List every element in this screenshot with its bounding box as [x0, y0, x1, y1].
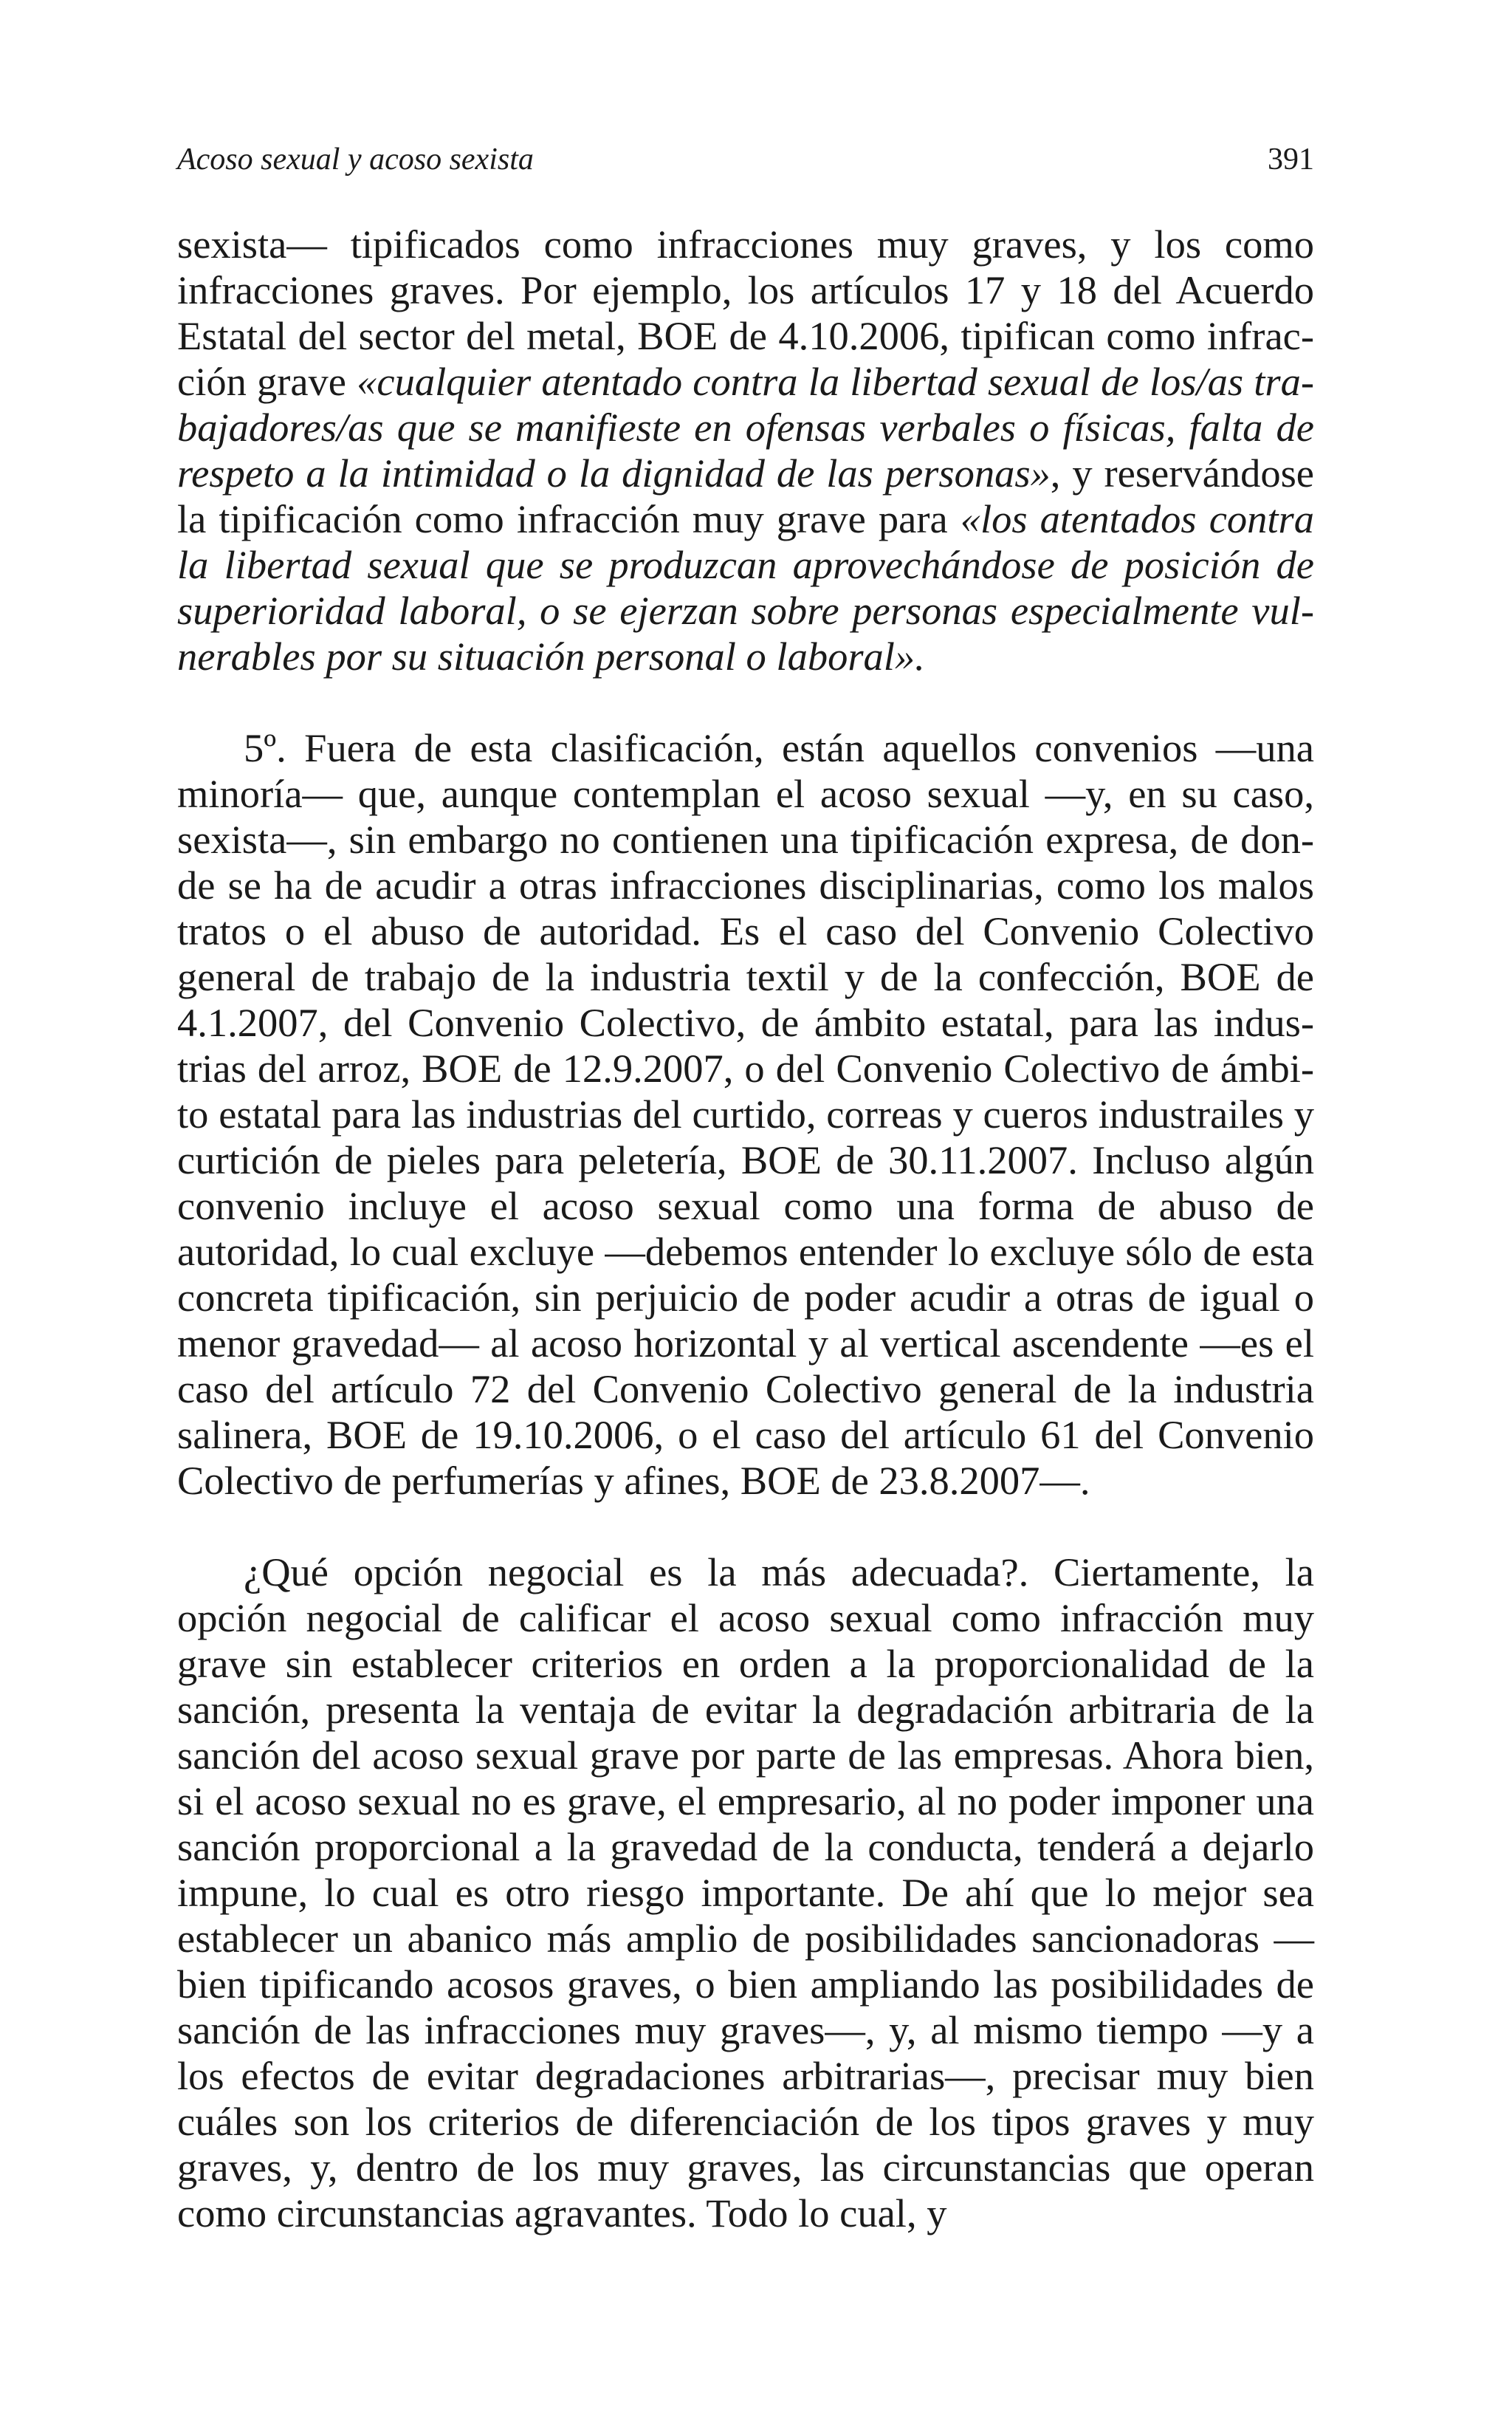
text-segment: 5º. Fuera de esta clasificación, están aquellos convenios —una minoría— que, aunque contemplan el acoso sexual —y, en su caso, sexista—, sin embargo no contienen una tipificación expresa, de donde se ha de acudir a otras infracciones disciplinarias, como los malos tratos o el abuso de autoridad. Es el caso del Convenio Colectivo general de trabajo de la industria textil y de la confección, BOE de 4.1.2007, del Convenio Colectivo, de ámbito estatal, para las industrias del arroz, BOE de 12.9.2007, o del Convenio Colectivo de ámbito estatal para las industrias del curtido, correas y cueros industrailes y curtición de pieles para peletería, BOE de 30.11.2007. Incluso algún convenio incluye el acoso sexual como una forma de abuso de autoridad, lo cual excluye —debemos entender lo excluye sólo de esta concreta tipificación, sin perjuicio de poder acudir a otras de igual o menor gravedad— al acoso horizontal y al vertical ascendente —es el caso del artículo 72 del Convenio Colectivo general de la industria salinera, BOE de 19.10.2006, o el caso del artículo 61 del Convenio Colectivo de perfumerías y afines, BOE de 23.8.2007—. — [177, 725, 1314, 1503]
paragraph-3 — [177, 1549, 1314, 2236]
text-segment: ¿Qué opción negocial es la más adecuada?. Ciertamente, la opción negocial de calificar el acoso sexual como infracción muy grave sin establecer criterios en orden a la proporcionalidad de la sanción, presenta la ventaja de evitar la degradación arbitraria de la sanción del acoso sexual grave por parte de las empresas. Ahora bien, si el acoso sexual no es grave, el empresario, al no poder imponer una sanción proporcional a la gravedad de la conducta, tenderá a dejarlo impune, lo cual es otro riesgo importante. De ahí que lo mejor sea establecer un abanico más amplio de posibilidades sancionadoras —bien tipificando acosos graves, o bien ampliando las posibilidades de sanción de las infracciones muy graves—, y, al mismo tiempo —y a los efectos de evitar degradaciones arbitrarias—, precisar muy bien cuáles son los criterios de diferenciación de los tipos graves y muy graves, y, dentro de los muy graves, las circunstancias que operan como circunstancias agravantes. Todo lo cual, y — [177, 1549, 1314, 2235]
text-segment: sexista— tipificados como infracciones muy graves, y los como infracciones graves. Por ejemplo, los artículos 17 y 18 del Acuerdo Estatal del sector del metal, BOE de 4.10.2006, tipifican como infracción grave — [177, 222, 1314, 404]
running-head — [177, 137, 1314, 182]
paragraph-2 — [177, 725, 1314, 1504]
text-segment: , y reservándose la tipificación como infracción muy grave para — [177, 450, 1314, 541]
page-number: 391 — [1268, 143, 1314, 177]
paragraph-1 — [177, 222, 1314, 679]
body-text — [177, 222, 1314, 2236]
quoted-text-segment: «los atentados contra la libertad sexual que se produzcan aprovechándose de posición de superioridad laboral, o se ejerzan sobre personas especialmente vulnerables por su situación personal o laboral». — [177, 496, 1314, 679]
quoted-text-segment: «cualquier atentado contra la libertad sexual de los/as trabajadores/as que se manifieste en ofensas verbales o físicas, falta de respeto a la intimidad o la dignidad de las personas» — [177, 359, 1314, 496]
running-title: Acoso sexual y acoso sexista — [177, 143, 534, 177]
